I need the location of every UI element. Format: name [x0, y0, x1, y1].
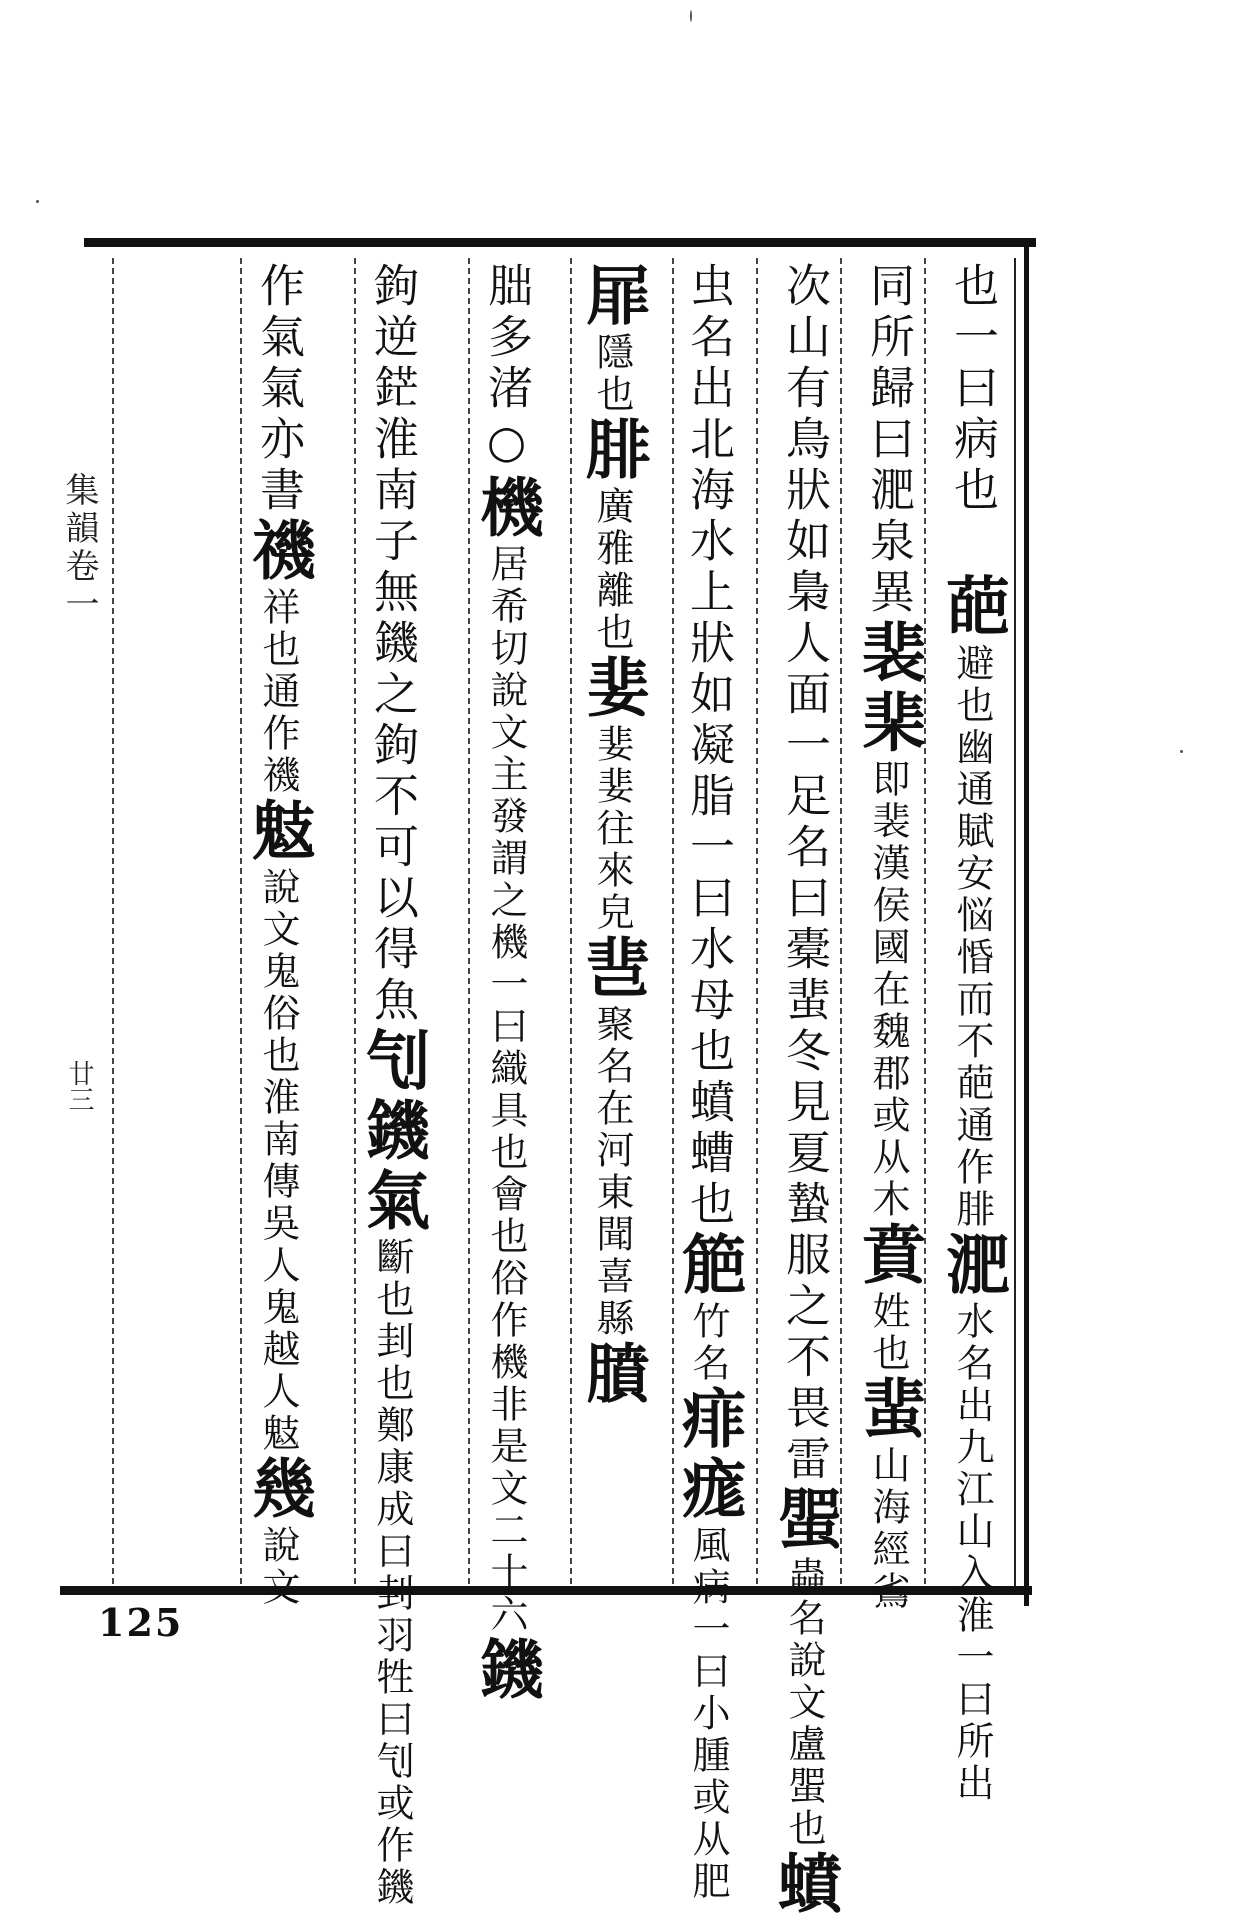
headword: 蟦 — [767, 1850, 842, 1920]
column-rule — [840, 258, 842, 1584]
headword: 痱痝 — [671, 1385, 746, 1525]
gloss-text: 祥也通作禨 — [256, 587, 300, 797]
scan-speck — [1180, 750, 1183, 753]
frame-right-border — [1024, 238, 1029, 1606]
headword: 䨽 — [575, 934, 650, 1004]
headword: 屝 — [575, 262, 650, 332]
headword: 裴棐 — [851, 619, 926, 759]
gloss-text: 避也幽通賦安悩惛而不葩通作腓 — [950, 643, 994, 1231]
gloss-text: 風病一曰小腫或从肥 — [686, 1525, 730, 1903]
body-text: ○ — [480, 415, 533, 474]
scan-speck — [36, 200, 39, 203]
gloss-text: 水名出九江山入淮一曰所出 — [950, 1301, 994, 1805]
headword: 膹 — [575, 1340, 650, 1410]
headword: 機 — [469, 474, 544, 544]
headword: 禨 — [241, 517, 316, 587]
gloss-text: 山海經䲵 — [866, 1445, 910, 1613]
text-column-1 — [935, 262, 1010, 1805]
text-column-3 — [767, 262, 842, 1920]
column-rule — [112, 258, 114, 1584]
gloss-text: 居希切說文主發謂之機一曰織具也會也俗作機非是文二十六 — [484, 544, 528, 1636]
headword: 淝 — [935, 1231, 1010, 1301]
text-column-5 — [575, 262, 650, 1584]
gloss-text: 說文 — [256, 1525, 300, 1609]
column-rule — [756, 258, 758, 1584]
gloss-text: 聚名在河東聞喜縣 — [590, 1004, 634, 1340]
body-text: 也一曰病也 — [946, 262, 999, 517]
body-text: 作氣氣亦書 — [252, 262, 305, 517]
body-text: 朏多渚 — [480, 262, 533, 415]
column-rule — [240, 258, 242, 1584]
gloss-text: 即裴漢侯國在魏郡或从木 — [866, 759, 910, 1221]
frame-right-inner-border — [1014, 258, 1016, 1588]
headword: 腓 — [575, 416, 650, 486]
body-text: 鉤逆鋩淮南子無鐖之鉤不可以得魚 — [366, 262, 419, 1027]
gloss-text: 姓也 — [866, 1291, 910, 1375]
headword: 幾 — [241, 1455, 316, 1525]
scan-speck — [690, 10, 692, 22]
headword: 䈈 — [671, 1231, 746, 1301]
body-text: 次山有鳥狀如梟人面一足名曰橐蜚冬見夏蟄服之不畏雷 — [778, 262, 831, 1486]
text-column-4 — [671, 262, 746, 1903]
page-number: 125 — [98, 1600, 184, 1645]
headword: 鐖 — [469, 1636, 544, 1706]
headword: 鬾 — [241, 797, 316, 867]
gloss-text: 竹名 — [686, 1301, 730, 1385]
gloss-text: 說文鬼俗也淮南傳吳人鬼越人鬾 — [256, 867, 300, 1455]
body-text: 虫名出北海水上狀如凝脂一曰水母也蟦螬也 — [682, 262, 735, 1231]
text-column-7 — [355, 262, 430, 1909]
text-column-8 — [241, 262, 316, 1609]
margin-title: 集韻卷一 — [59, 472, 99, 624]
gloss-text: 廣雅離也 — [590, 486, 634, 654]
headword: 葩 — [935, 573, 1010, 643]
frame-top-border — [84, 238, 1036, 247]
headword: 蜰 — [767, 1486, 842, 1556]
headword: 刏鐖氣 — [355, 1027, 430, 1237]
gloss-text: 斷也刲也鄭康成曰刲羽牲曰刏或作鐖 — [370, 1237, 414, 1909]
body-text: 同所歸曰淝泉異 — [862, 262, 915, 619]
gloss-text: 婓婓往來皃 — [590, 724, 634, 934]
headword: 蜚 — [851, 1375, 926, 1445]
text-column-6 — [469, 262, 544, 1706]
headword: 賁 — [851, 1221, 926, 1291]
gloss-text: 隱也 — [590, 332, 634, 416]
headword: 婓 — [575, 654, 650, 724]
margin-folio: 廿三 — [64, 1060, 94, 1112]
column-rule — [468, 258, 470, 1584]
column-rule — [354, 258, 356, 1584]
gloss-text: 蟲名說文盧蜰也 — [782, 1556, 826, 1850]
column-rule — [570, 258, 572, 1584]
text-column-2 — [851, 262, 926, 1613]
